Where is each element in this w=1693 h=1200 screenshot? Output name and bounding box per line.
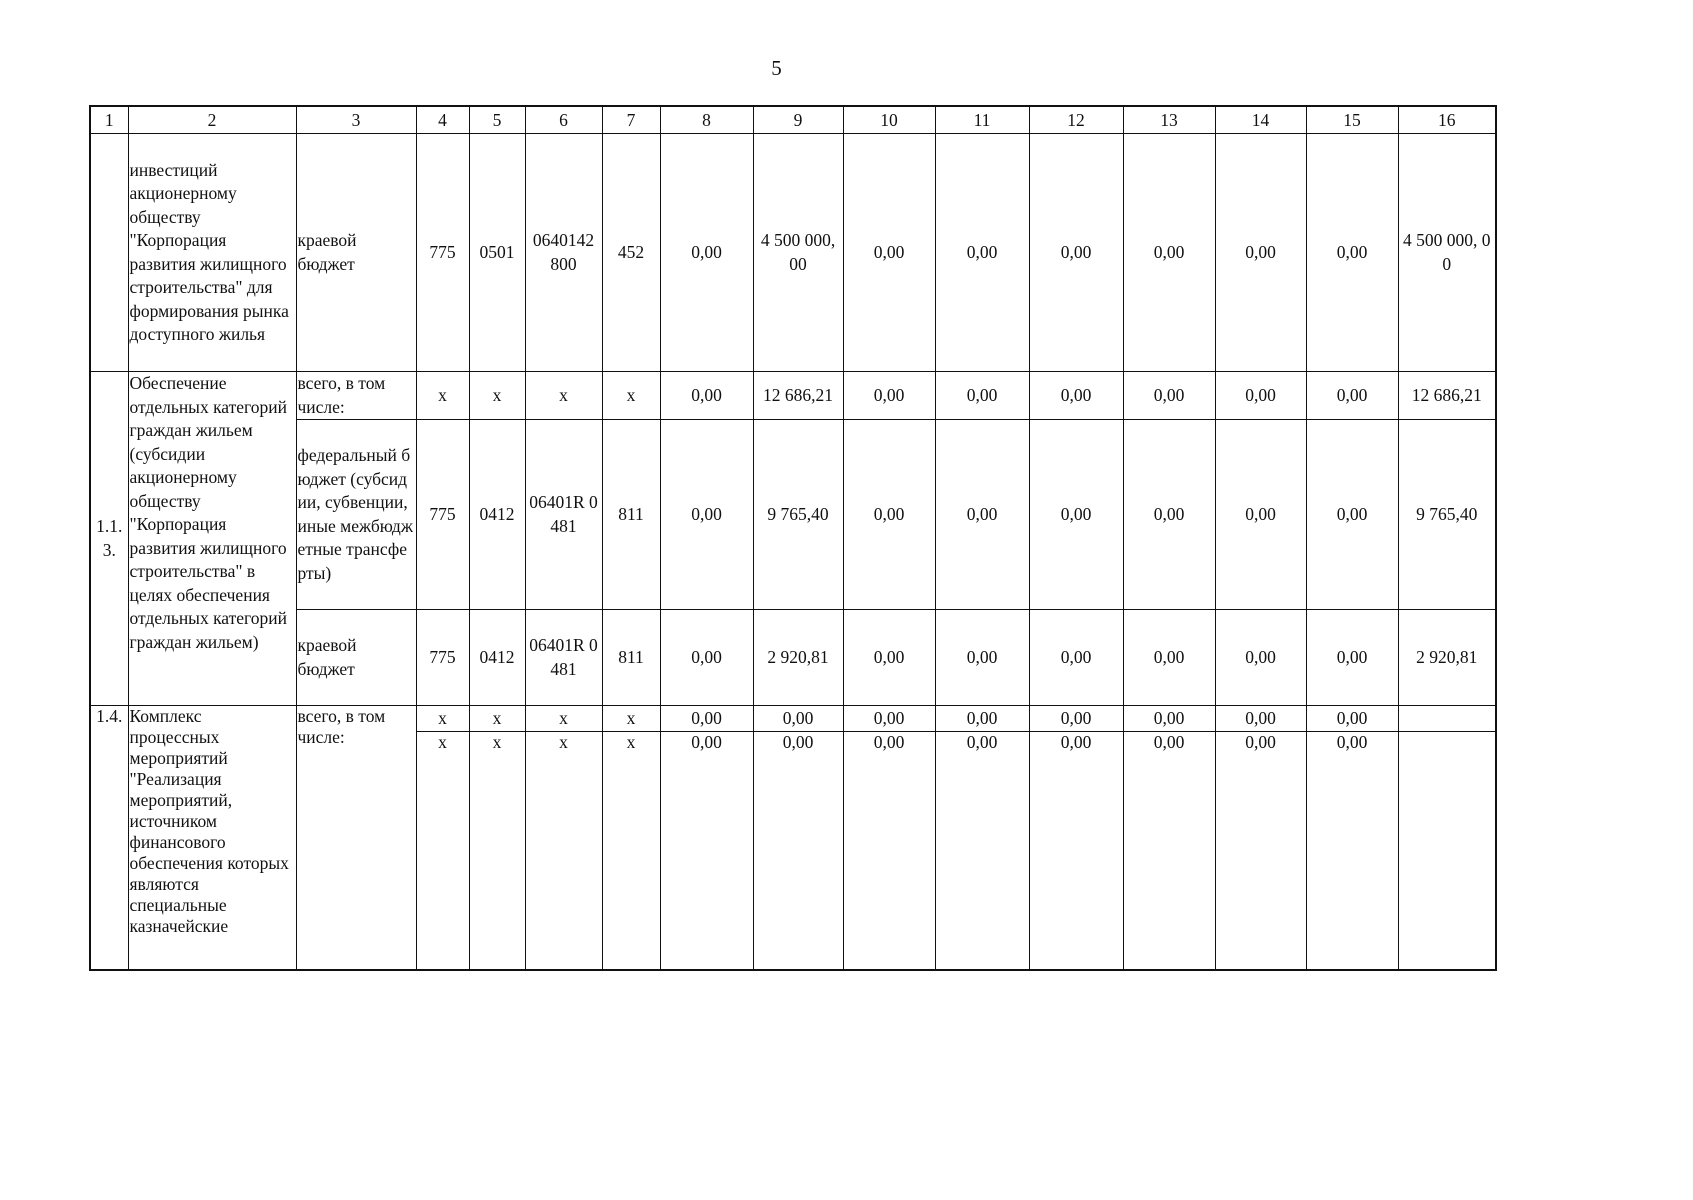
code-cell: x	[602, 372, 660, 420]
table-row	[90, 134, 1496, 372]
column-number: 12	[1029, 106, 1123, 134]
amount-cell: 0,00	[843, 706, 935, 732]
amount-cell: 0,00	[1215, 134, 1306, 372]
amount-cell: 0,00	[935, 134, 1029, 372]
code-cell: x	[469, 706, 525, 732]
amount-cell: 0,00	[843, 372, 935, 420]
amount-cell: 0,00	[660, 732, 753, 970]
amount-cell: 0,00	[935, 372, 1029, 420]
column-number: 1	[90, 106, 128, 134]
amount-cell: 0,00	[1029, 706, 1123, 732]
code-cell: 0412	[469, 420, 525, 610]
amount-cell: 0,00	[1123, 706, 1215, 732]
amount-cell: 0,00	[660, 372, 753, 420]
amount-cell: 0,00	[843, 420, 935, 610]
amount-cell: 0,00	[1029, 372, 1123, 420]
amount-cell: 2 920,81	[1398, 610, 1496, 706]
amount-cell: 0,00	[1306, 732, 1398, 970]
funding-source-cell: краевой бюджет	[296, 610, 416, 706]
amount-cell	[1398, 732, 1496, 970]
column-number: 13	[1123, 106, 1215, 134]
amount-cell: 0,00	[1215, 610, 1306, 706]
item-number-cell: 1.4.	[90, 706, 128, 970]
amount-cell: 0,00	[1215, 372, 1306, 420]
code-cell: 452	[602, 134, 660, 372]
amount-cell: 0,00	[843, 134, 935, 372]
amount-cell: 0,00	[660, 610, 753, 706]
item-name-cell: Обеспечение отдельных категорий граждан жильем (субсидии акционерному обществу "Корпорация развития жилищного строительства" в целях обеспечения отдельных категорий граждан жильем)	[128, 372, 296, 706]
amount-cell: 0,00	[1215, 732, 1306, 970]
amount-cell: 0,00	[1306, 134, 1398, 372]
amount-cell: 0,00	[1029, 610, 1123, 706]
column-number: 15	[1306, 106, 1398, 134]
amount-cell: 12 686,21	[753, 372, 843, 420]
code-cell: 811	[602, 610, 660, 706]
funding-source-cell: краевой бюджет	[296, 134, 416, 372]
column-number: 6	[525, 106, 602, 134]
column-number: 2	[128, 106, 296, 134]
column-number: 14	[1215, 106, 1306, 134]
code-cell: x	[469, 372, 525, 420]
amount-cell: 0,00	[843, 610, 935, 706]
amount-cell: 0,00	[1123, 420, 1215, 610]
column-number: 4	[416, 106, 469, 134]
amount-cell: 0,00	[1123, 372, 1215, 420]
table-row	[90, 420, 1496, 610]
item-number-cell	[90, 134, 128, 372]
column-number: 5	[469, 106, 525, 134]
code-cell: 775	[416, 610, 469, 706]
amount-cell: 0,00	[1215, 706, 1306, 732]
amount-cell: 0,00	[753, 706, 843, 732]
table-row	[90, 706, 1496, 732]
code-cell: x	[416, 732, 469, 970]
amount-cell: 0,00	[1306, 610, 1398, 706]
budget-table	[89, 105, 1497, 971]
amount-cell: 9 765,40	[753, 420, 843, 610]
code-cell: 0501	[469, 134, 525, 372]
amount-cell: 0,00	[1029, 134, 1123, 372]
page-number: 5	[771, 56, 782, 80]
code-cell: x	[525, 706, 602, 732]
code-cell: x	[525, 732, 602, 970]
amount-cell: 0,00	[843, 732, 935, 970]
amount-cell: 0,00	[660, 420, 753, 610]
amount-cell: 0,00	[935, 610, 1029, 706]
table-row	[90, 372, 1496, 420]
funding-source-cell: федеральный бюджет (субсидии, субвенции, иные межбюджетные трансферты)	[296, 420, 416, 610]
column-number: 11	[935, 106, 1029, 134]
column-number: 8	[660, 106, 753, 134]
item-name-cell: инвестиций акционерному обществу "Корпорация развития жилищного строительства" для формирования рынка доступного жилья	[128, 134, 296, 372]
code-cell: 06401R 0481	[525, 610, 602, 706]
amount-cell: 0,00	[1029, 420, 1123, 610]
funding-source-cell: всего, в том числе:	[296, 372, 416, 420]
column-number: 16	[1398, 106, 1496, 134]
amount-cell: 0,00	[1306, 420, 1398, 610]
amount-cell: 4 500 000, 00	[753, 134, 843, 372]
code-cell: 775	[416, 420, 469, 610]
column-number: 3	[296, 106, 416, 134]
funding-source-cell: всего, в том числе:	[296, 706, 416, 970]
item-name-cell: Комплекс процессных мероприятий "Реализация мероприятий, источником финансового обеспечения которых являются специальные казначейские	[128, 706, 296, 970]
amount-cell: 2 920,81	[753, 610, 843, 706]
code-cell: x	[416, 706, 469, 732]
amount-cell: 9 765,40	[1398, 420, 1496, 610]
code-cell: x	[525, 372, 602, 420]
code-cell: 0640142 800	[525, 134, 602, 372]
amount-cell: 0,00	[1215, 420, 1306, 610]
code-cell: 06401R 0481	[525, 420, 602, 610]
code-cell: x	[602, 706, 660, 732]
code-cell: x	[469, 732, 525, 970]
amount-cell: 0,00	[935, 706, 1029, 732]
code-cell: 0412	[469, 610, 525, 706]
amount-cell: 0,00	[935, 732, 1029, 970]
amount-cell	[1398, 706, 1496, 732]
amount-cell: 0,00	[1123, 134, 1215, 372]
code-cell: 811	[602, 420, 660, 610]
column-number: 9	[753, 106, 843, 134]
item-number-cell: 1.1. 3.	[90, 372, 128, 706]
column-number: 10	[843, 106, 935, 134]
column-number-row	[90, 106, 1496, 134]
table-row	[90, 610, 1496, 706]
amount-cell: 0,00	[935, 420, 1029, 610]
amount-cell: 0,00	[1306, 706, 1398, 732]
amount-cell: 0,00	[1306, 372, 1398, 420]
amount-cell: 0,00	[660, 706, 753, 732]
amount-cell: 0,00	[1029, 732, 1123, 970]
amount-cell: 4 500 000, 00	[1398, 134, 1496, 372]
amount-cell: 0,00	[753, 732, 843, 970]
code-cell: x	[416, 372, 469, 420]
amount-cell: 0,00	[1123, 610, 1215, 706]
code-cell: x	[602, 732, 660, 970]
amount-cell: 12 686,21	[1398, 372, 1496, 420]
column-number: 7	[602, 106, 660, 134]
amount-cell: 0,00	[1123, 732, 1215, 970]
amount-cell: 0,00	[660, 134, 753, 372]
code-cell: 775	[416, 134, 469, 372]
